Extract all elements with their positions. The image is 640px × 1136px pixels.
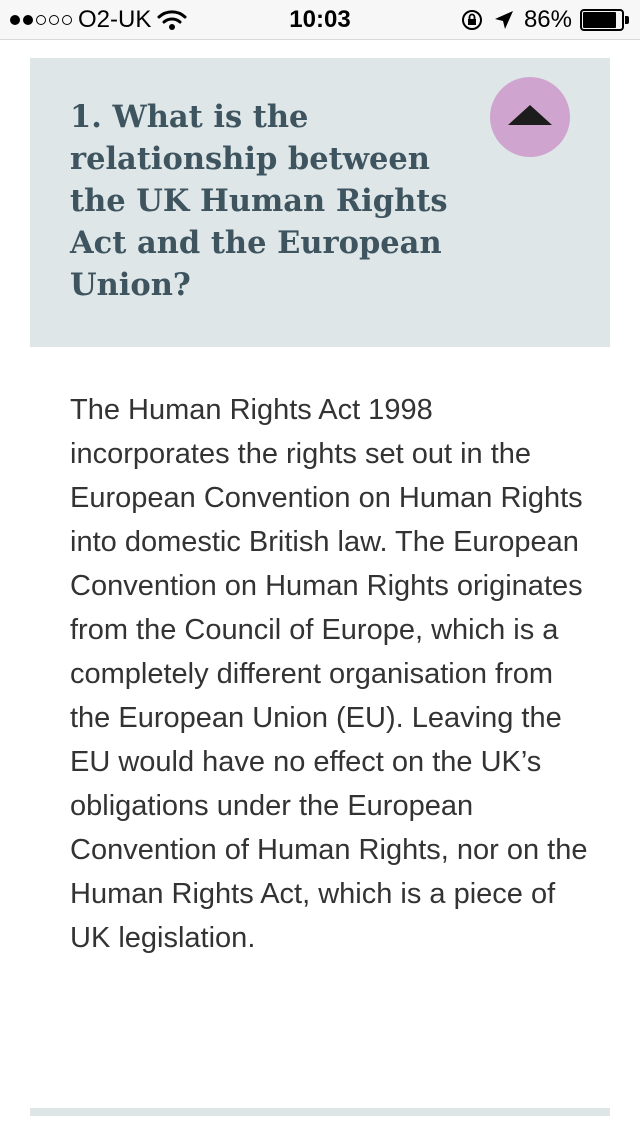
rotation-lock-icon xyxy=(460,8,484,32)
collapse-toggle-button[interactable] xyxy=(490,77,570,157)
status-bar xyxy=(0,0,640,40)
faq-answer-text: The Human Rights Act 1998 incorporates the rights set out in the European Convention on Human Rights into domestic British law. The European Convention on Human Rights originates from the Council of Europe, which is a completely different organisation from the European Union (EU). Leaving the EU would have no effect on the UK’s obligations under the European Convention of Human Rights, nor on the Human Rights Act, which is a piece of UK legislation. xyxy=(70,394,588,954)
carrier-name: O2-UK xyxy=(78,6,152,33)
faq-question-title: 1. What is the relationship between the UK Human Rights Act and the European Union? xyxy=(70,99,448,303)
faq-accordion-header[interactable] xyxy=(30,58,610,347)
section-divider xyxy=(30,1108,610,1116)
location-arrow-icon xyxy=(492,8,516,32)
status-bar-time: 10:03 xyxy=(289,6,351,33)
status-bar-right xyxy=(460,0,630,40)
chevron-up-icon xyxy=(508,105,552,125)
battery-icon xyxy=(580,9,630,31)
battery-level-fill xyxy=(583,12,616,28)
battery-percent: 86% xyxy=(523,6,572,33)
